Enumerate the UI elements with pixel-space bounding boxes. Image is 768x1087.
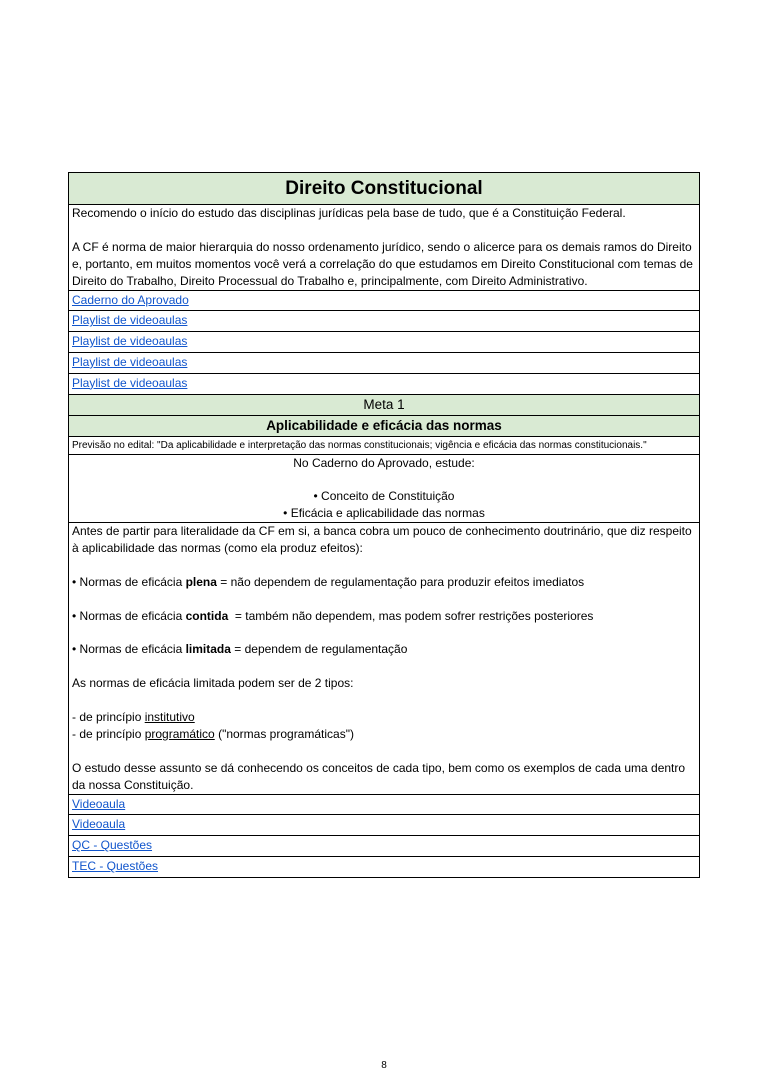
videoaula-link-1[interactable]: Videoaula (72, 796, 126, 811)
dash-institutivo: - de princípio institutivo (72, 710, 195, 724)
caderno-aprovado-link[interactable]: Caderno do Aprovado (72, 292, 189, 307)
playlist-videoaulas-link-2[interactable]: Playlist de videoaulas (72, 334, 188, 349)
bullet-contida: • Normas de eficácia contida = também não dependem, mas podem sofrer restrições posteriores (72, 608, 594, 623)
meta-label: Meta 1 (69, 394, 700, 415)
intro-paragraph-1: Recomendo o início do estudo das disciplinas jurídicas pela base de tudo, que é a Constituição Federal. (72, 206, 626, 220)
meta-body (69, 523, 700, 794)
body-paragraph-3: O estudo desse assunto se dá conhecendo os conceitos de cada tipo, bem como os exemplos de cada uma dentro da nossa Constituição. (72, 760, 686, 792)
playlist-videoaulas-link-3[interactable]: Playlist de videoaulas (72, 354, 188, 369)
study-plan-table (68, 172, 700, 878)
qc-questoes-link[interactable]: QC - Questões (72, 838, 153, 853)
playlist-videoaulas-link-1[interactable]: Playlist de videoaulas (72, 313, 188, 328)
caderno-item: • Conceito de Constituição (313, 489, 455, 504)
caderno-instructions (69, 454, 700, 523)
playlist-videoaulas-link-4[interactable]: Playlist de videoaulas (72, 375, 188, 390)
section-title: Direito Constitucional (69, 173, 700, 205)
body-paragraph-1: Antes de partir para literalidade da CF em si, a banca cobra um pouco de conhecimento doutrinário, que diz respeito à aplicabilidade das normas (como ela produz efeitos): (72, 524, 692, 556)
intro-paragraph-2: A CF é norma de maior hierarquia do nosso ordenamento jurídico, sendo o alicerce para os demais ramos do Direito e, portanto, em muitos momentos você verá a correlação do que estudamos em Direito Constitucional com temas de Direito do Trabalho, Direito Processual do Trabalho e, principalmente, com Direito Administrativo. (72, 239, 693, 288)
section-intro (69, 205, 700, 291)
body-paragraph-2: As normas de eficácia limitada podem ser de 2 tipos: (72, 676, 354, 691)
tec-questoes-link[interactable]: TEC - Questões (72, 858, 159, 873)
page-number: 8 (381, 1060, 387, 1071)
bullet-plena: • Normas de eficácia plena = não dependem de regulamentação para produzir efeitos imediatos (72, 574, 585, 589)
caderno-item: • Eficácia e aplicabilidade das normas (283, 506, 485, 521)
bullet-limitada: • Normas de eficácia limitada = dependem de regulamentação (72, 642, 408, 657)
meta-topic: Aplicabilidade e eficácia das normas (69, 415, 700, 436)
edital-note: Previsão no edital: "Da aplicabilidade e interpretação das normas constitucionais; vigência e eficácia das normas constitucionais." (69, 436, 700, 454)
caderno-intro: No Caderno do Aprovado, estude: (293, 455, 475, 470)
dash-programatico: - de princípio programático ("normas programáticas") (72, 726, 354, 741)
videoaula-link-2[interactable]: Videoaula (72, 817, 126, 832)
